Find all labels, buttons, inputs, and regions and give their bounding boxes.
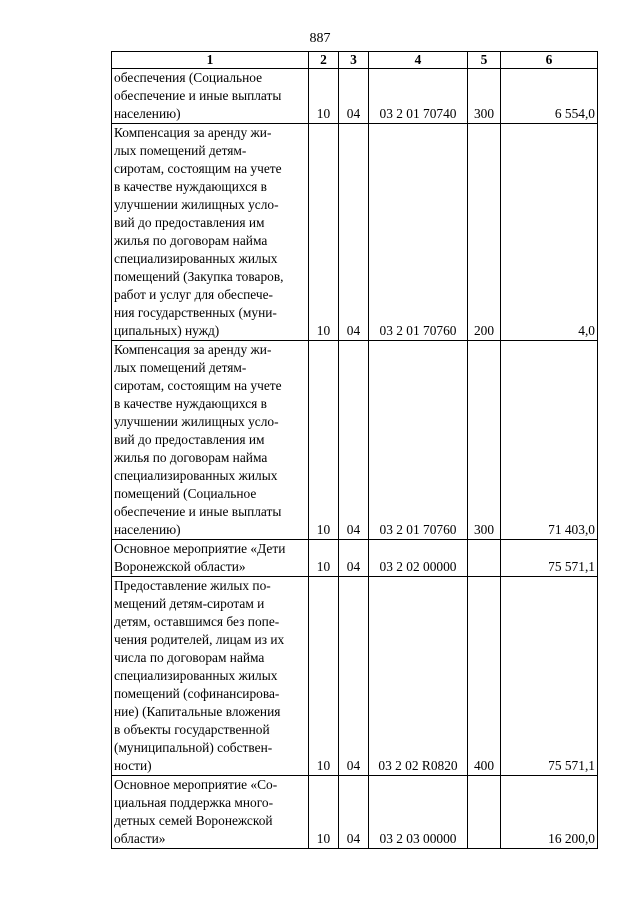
section-code-cell: 10 <box>309 341 339 540</box>
item-name-cell: Основное мероприятие «Со- циальная поддержка много- детных семей Воронежской области» <box>112 776 309 849</box>
amount-cell: 75 571,1 <box>501 577 598 776</box>
expense-type-cell: 300 <box>468 341 501 540</box>
header-row <box>112 52 598 69</box>
target-article-cell: 03 2 03 00000 <box>369 776 468 849</box>
target-article-cell: 03 2 02 00000 <box>369 540 468 577</box>
subsection-code-cell: 04 <box>339 540 369 577</box>
amount-cell: 75 571,1 <box>501 540 598 577</box>
section-code-cell: 10 <box>309 69 339 124</box>
target-article-cell: 03 2 01 70760 <box>369 124 468 341</box>
table-row <box>112 577 598 776</box>
header-cell-5: 5 <box>468 52 501 69</box>
table-row <box>112 341 598 540</box>
item-name-cell: Основное мероприятие «Дети Воронежской области» <box>112 540 309 577</box>
item-name-cell: Предоставление жилых по- мещений детям-сиротам и детям, оставшимся без попе- чения родителей, лицам из их числа по договорам найма специализированных жилых помещений (софинансирова- ние) (Капитальные вложения в объекты государственной (муниципальной) собствен- ности) <box>112 577 309 776</box>
amount-cell: 16 200,0 <box>501 776 598 849</box>
section-code-cell: 10 <box>309 577 339 776</box>
section-code-cell: 10 <box>309 776 339 849</box>
item-name-cell: Компенсация за аренду жи- лых помещений детям- сиротам, состоящим на учете в качестве нуждающихся в улучшении жилищных усло- вий до предоставления им жилья по договорам найма специализированных жилых помещений (Закупка товаров, работ и услуг для обеспече- ния государственных (муни- ципальных) нужд) <box>112 124 309 341</box>
table-row <box>112 69 598 124</box>
subsection-code-cell: 04 <box>339 341 369 540</box>
section-code-cell: 10 <box>309 540 339 577</box>
expense-type-cell <box>468 776 501 849</box>
target-article-cell: 03 2 01 70760 <box>369 341 468 540</box>
amount-cell: 71 403,0 <box>501 341 598 540</box>
table-row <box>112 124 598 341</box>
amount-cell: 4,0 <box>501 124 598 341</box>
target-article-cell: 03 2 01 70740 <box>369 69 468 124</box>
item-name-cell: обеспечения (Социальное обеспечение и иные выплаты населению) <box>112 69 309 124</box>
subsection-code-cell: 04 <box>339 69 369 124</box>
header-cell-4: 4 <box>369 52 468 69</box>
header-cell-1: 1 <box>112 52 309 69</box>
item-name-cell: Компенсация за аренду жи- лых помещений детям- сиротам, состоящим на учете в качестве нуждающихся в улучшении жилищных усло- вий до предоставления им жилья по договорам найма специализированных жилых помещений (Социальное обеспечение и иные выплаты населению) <box>112 341 309 540</box>
table-row <box>112 776 598 849</box>
subsection-code-cell: 04 <box>339 124 369 341</box>
expense-type-cell: 300 <box>468 69 501 124</box>
budget-table <box>111 51 598 849</box>
subsection-code-cell: 04 <box>339 776 369 849</box>
expense-type-cell <box>468 540 501 577</box>
subsection-code-cell: 04 <box>339 577 369 776</box>
header-cell-6: 6 <box>501 52 598 69</box>
page-number: 887 <box>309 31 331 46</box>
amount-cell: 6 554,0 <box>501 69 598 124</box>
expense-type-cell: 200 <box>468 124 501 341</box>
section-code-cell: 10 <box>309 124 339 341</box>
header-cell-3: 3 <box>339 52 369 69</box>
target-article-cell: 03 2 02 R0820 <box>369 577 468 776</box>
header-cell-2: 2 <box>309 52 339 69</box>
expense-type-cell: 400 <box>468 577 501 776</box>
table-body <box>112 52 598 849</box>
table-row <box>112 540 598 577</box>
